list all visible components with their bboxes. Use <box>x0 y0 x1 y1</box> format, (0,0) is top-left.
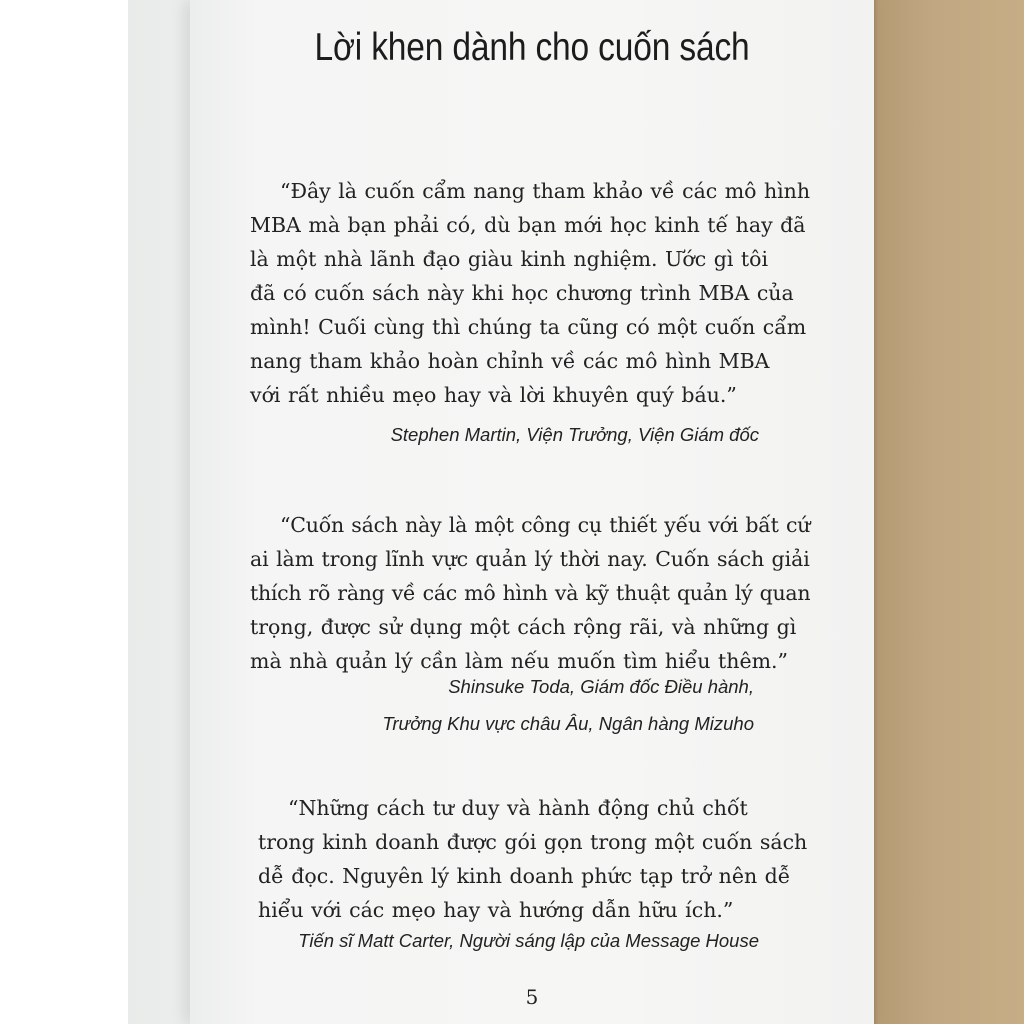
quote-line: trong kinh doanh được gói gọn trong một cuốn sách <box>258 830 808 854</box>
quote-line: mà nhà quản lý cần làm nếu muốn tìm hiểu thêm.” <box>250 649 789 673</box>
quote-line: nang tham khảo hoàn chỉnh về các mô hình MBA <box>250 349 770 373</box>
quote-line: mình! Cuối cùng thì chúng ta cũng có một cuốn cẩm <box>250 315 807 339</box>
quote-line: “Những cách tư duy và hành động chủ chốt <box>288 796 748 820</box>
quote-line: ai làm trong lĩnh vực quản lý thời nay. Cuốn sách giải <box>250 547 810 571</box>
quote-line: hiểu với các mẹo hay và hướng dẫn hữu ích.” <box>258 898 734 922</box>
quote-line: là một nhà lãnh đạo giàu kinh nghiệm. Ước gì tôi <box>250 247 769 271</box>
quote-3-attribution: Tiến sĩ Matt Carter, Người sáng lập của Message House <box>298 930 759 951</box>
quote-line: dễ đọc. Nguyên lý kinh doanh phức tạp trở nên dễ <box>258 864 791 888</box>
quote-line: thích rõ ràng về các mô hình và kỹ thuật quản lý quan <box>250 581 811 605</box>
quote-line: đã có cuốn sách này khi học chương trình MBA của <box>250 281 794 305</box>
quote-line: trọng, được sử dụng một cách rộng rãi, và những gì <box>250 615 797 639</box>
quote-2-attribution-line-1: Shinsuke Toda, Giám đốc Điều hành, <box>448 676 754 697</box>
quote-1 <box>250 174 810 412</box>
quote-2 <box>250 508 810 678</box>
quote-line: “Đây là cuốn cẩm nang tham khảo về các mô hình <box>280 179 811 203</box>
book-page <box>190 0 874 1024</box>
quote-1-attribution: Stephen Martin, Viện Trưởng, Viện Giám đốc <box>390 424 759 445</box>
page-number: 5 <box>525 985 539 1009</box>
page-title: Lời khen dành cho cuốn sách <box>314 26 750 69</box>
quote-line: với rất nhiều mẹo hay và lời khuyên quý báu.” <box>250 383 737 407</box>
quote-line: MBA mà bạn phải có, dù bạn mới học kinh tế hay đã <box>250 213 806 237</box>
cardboard-surface <box>874 0 1024 1024</box>
quote-3 <box>258 791 808 927</box>
quote-line: “Cuốn sách này là một công cụ thiết yếu với bất cứ <box>280 513 811 537</box>
background <box>0 0 130 1024</box>
quote-2-attribution-line-2: Trưởng Khu vực châu Âu, Ngân hàng Mizuho <box>382 713 754 734</box>
